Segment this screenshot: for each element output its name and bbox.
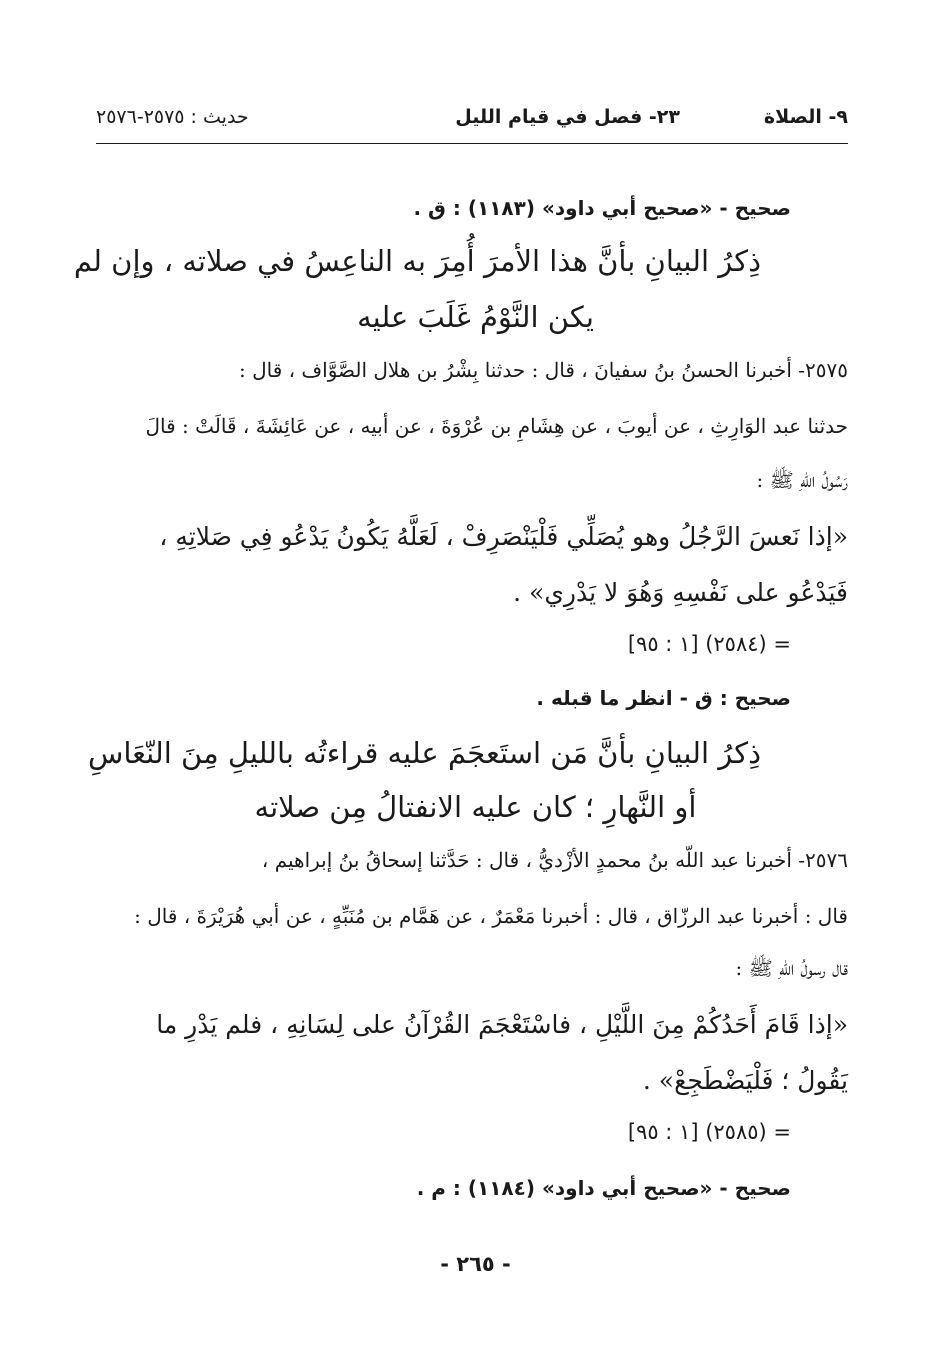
hadith-text-line: يَقُولُ ؛ فَلْيَضْطَجِعْ» .: [642, 1066, 848, 1095]
hadith-text-line: «إذا قَامَ أَحَدُكُمْ مِنَ اللَّيْلِ ، فاسْتَعْجَمَ القُرْآنُ على لِسَانِهِ ، فلم يَدْرِ ما: [156, 1010, 848, 1039]
cross-reference: = (٢٥٨٥) [١ : ٩٥]: [627, 1120, 791, 1144]
hadith-text-line: فَيَدْعُو على نَفْسِهِ وَهُوَ لا يَدْرِي» .: [513, 578, 848, 607]
chapter-heading-line: ذِكرُ البيانِ بأنَّ هذا الأمرَ أُمِرَ به الناعِسُ في صلاته ، وإن لم: [73, 244, 761, 278]
header-rule: [96, 143, 848, 144]
isnad-line: قال : أخبرنا عبد الرزّاق ، قال : أخبرنا مَعْمَرٌ ، عن هَمَّام بن مُنَبِّهٍ ، عن أبي هُرَيْرَةَ ، قال :: [134, 904, 848, 928]
isnad-line: رَسُولُ اللّهِ ﷺ :: [756, 468, 848, 492]
isnad-line: حدثنا عبد الوَارِثِ ، عن أيوبَ ، عن هِشَامِ بن عُرْوَةَ ، عن أبيه ، عن عَائِشَةَ ، قَالَتْ : قالَ: [145, 414, 848, 438]
hadith-text-line: «إذا نَعسَ الرَّجُلُ وهو يُصَلِّي فَلْيَنْصَرِفْ ، لَعَلَّهُ يَكُونُ يَدْعُو فِي صَلاتِهِ ،: [159, 522, 848, 551]
section-title: ٢٣- فصل في قيام الليل: [455, 106, 680, 128]
isnad-line: قال رسولُ اللّهِ ﷺ :: [735, 956, 848, 980]
hadith-range: حديث : ٢٥٧٥-٢٥٧٦: [96, 106, 249, 128]
running-header: [96, 106, 848, 140]
cross-reference: = (٢٥٨٤) [١ : ٩٥]: [627, 632, 791, 656]
chapter-heading-line: يكن النَّوْمُ غَلَبَ عليه: [357, 300, 594, 334]
chapter-title: ٩- الصلاة: [763, 106, 848, 128]
isnad-line: ٢٥٧٥- أخبرنا الحسنُ بنُ سفيانَ ، قال : حدثنا بِشْرُ بن هلال الصَّوَّاف ، قال :: [238, 358, 848, 382]
grade-note: صحيح - «صحيح أبي داود» (١١٨٣) : ق .: [413, 196, 791, 220]
chapter-heading-line: أو النَّهارِ ؛ كان عليه الانفتالُ مِن صلاته: [254, 790, 697, 824]
chapter-heading-line: ذِكرُ البيانِ بأنَّ مَن استَعجَمَ عليه قراءتُه بالليلِ مِنَ النّعَاسِ: [87, 736, 761, 770]
grade-note: صحيح : ق - انظر ما قبله .: [536, 686, 791, 710]
isnad-line: ٢٥٧٦- أخبرنا عبد اللّه بنُ محمدٍ الأزْديُّ ، قال : حَدَّثنا إسحاقُ بنُ إبراهيم ،: [261, 848, 848, 872]
page-number: - ٢٦٥ -: [440, 1252, 511, 1276]
grade-note: صحيح - «صحيح أبي داود» (١١٨٤) : م .: [416, 1176, 791, 1200]
